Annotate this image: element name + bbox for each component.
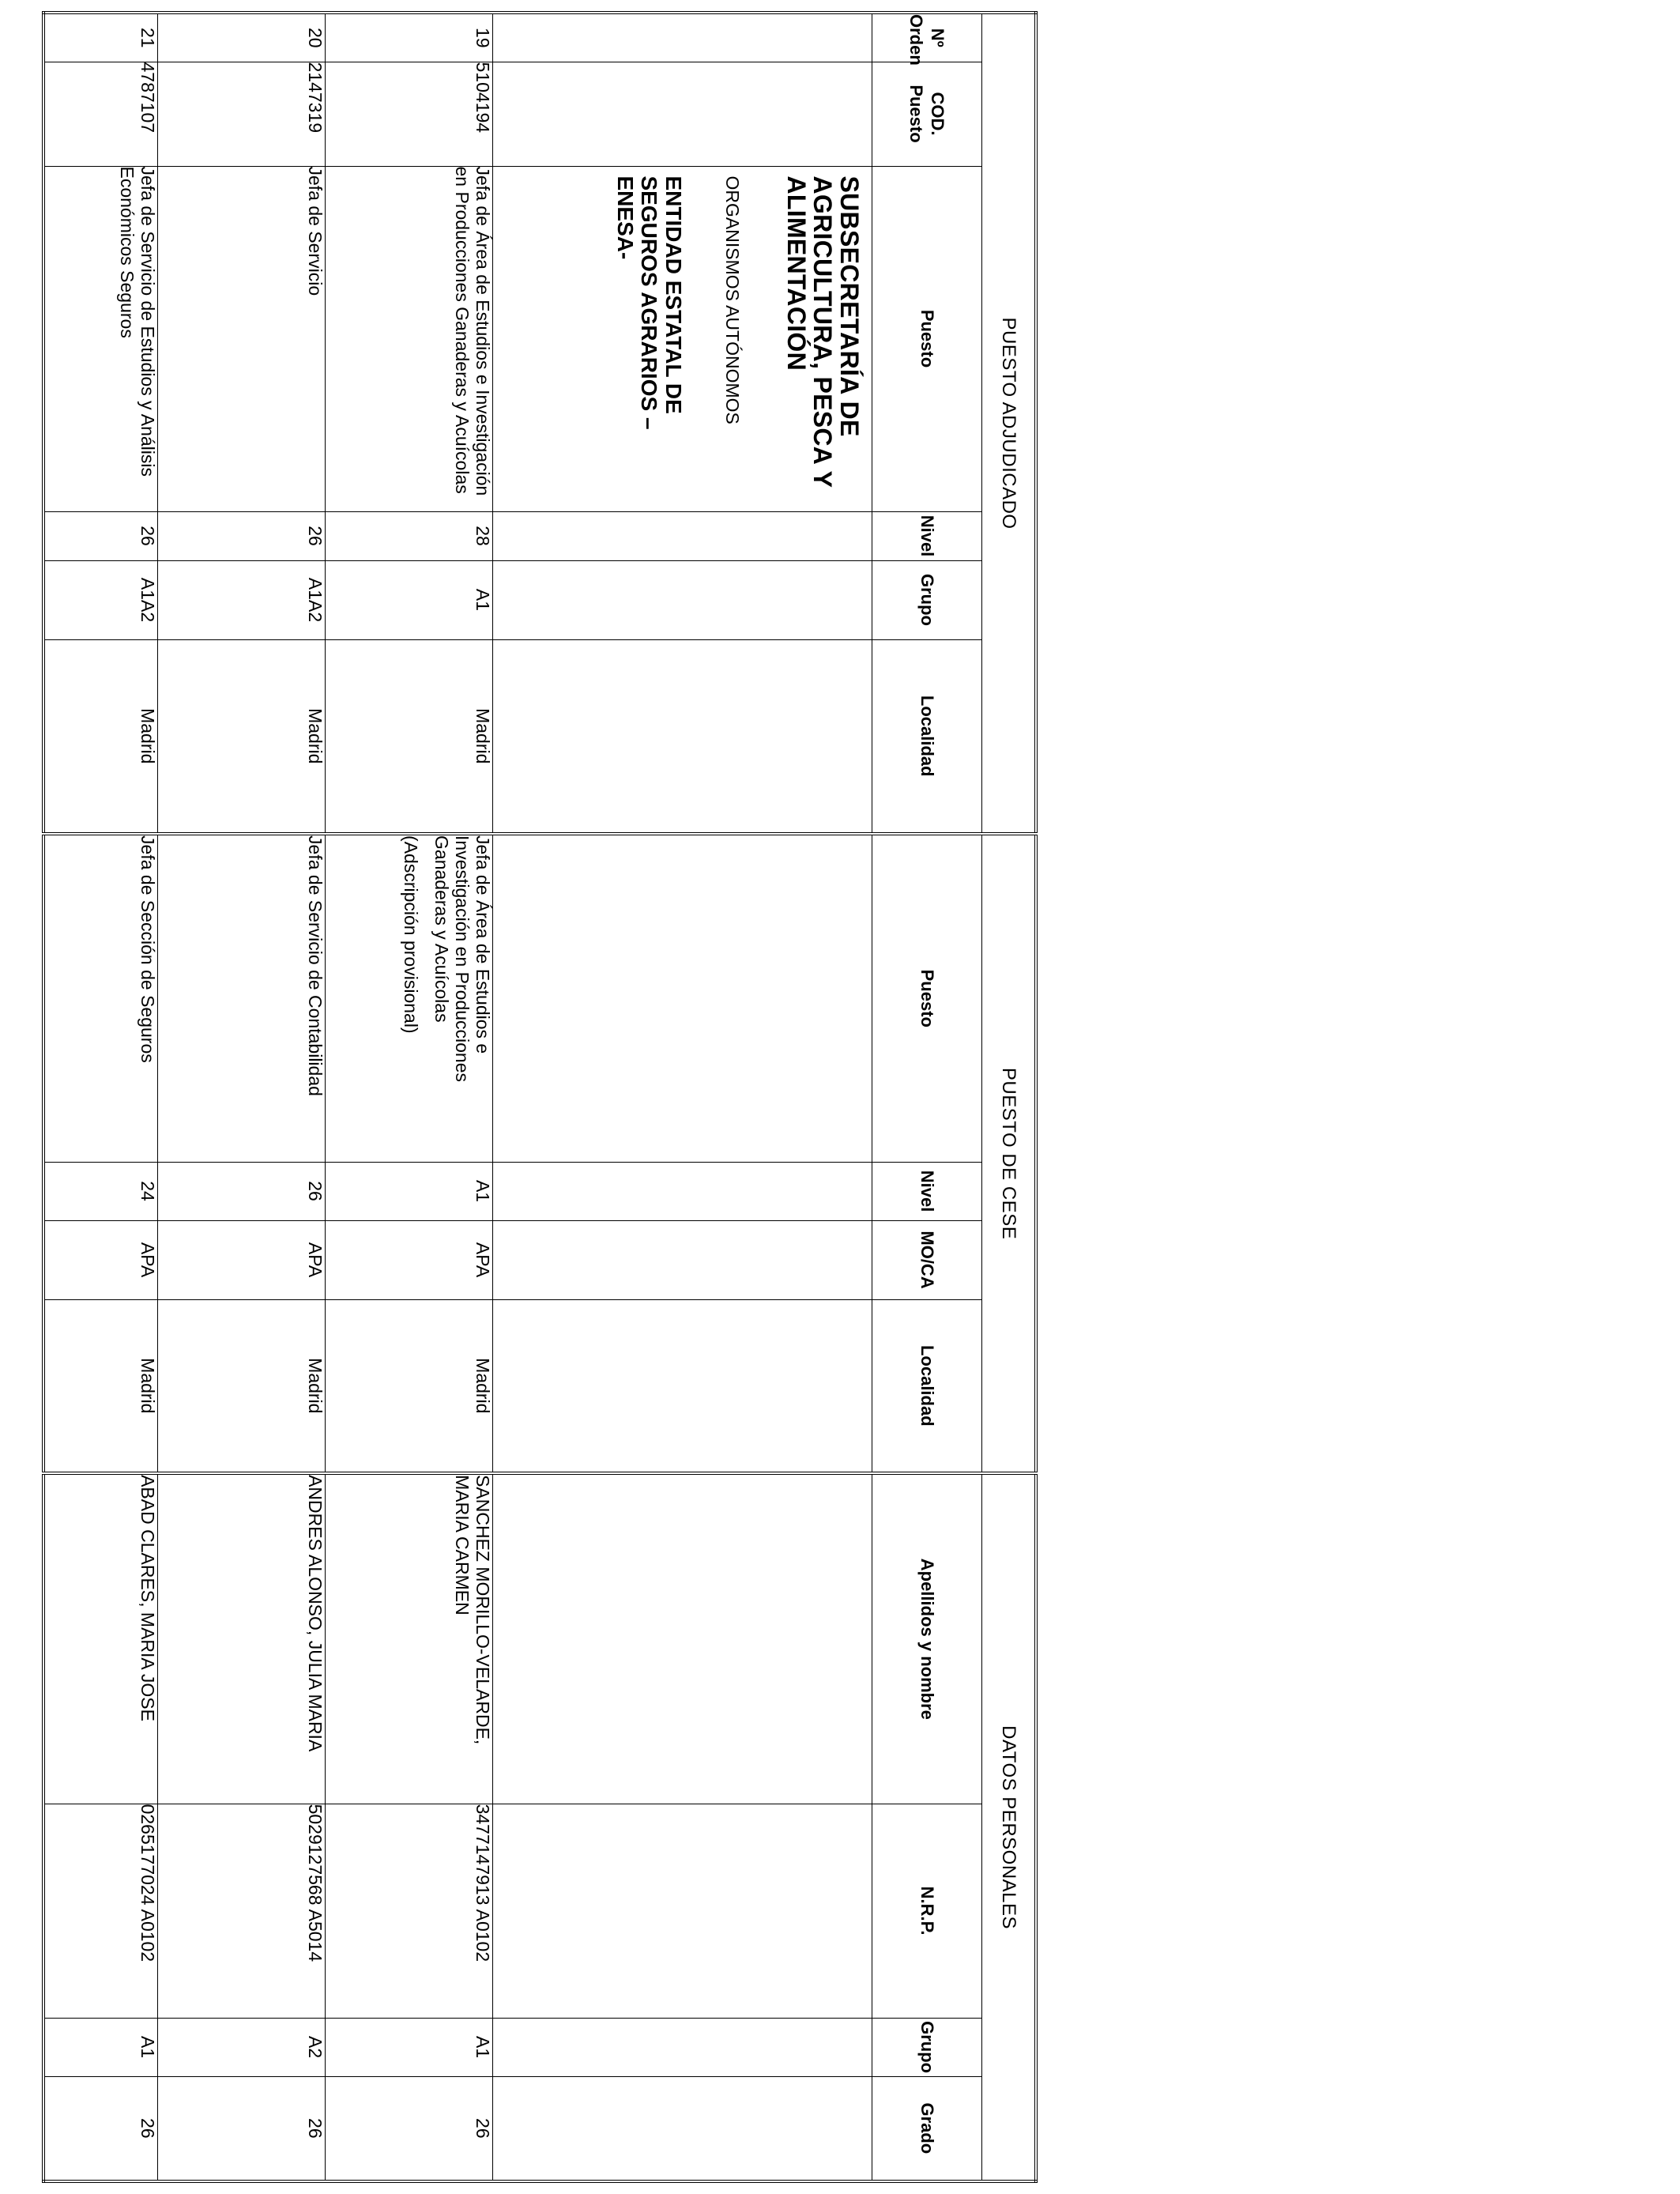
cell-grado: 26 <box>44 2076 158 2181</box>
cell-nrp: 3477147913 A0102 <box>326 1804 493 2018</box>
col-header-nivel: Nivel <box>872 511 982 560</box>
cell-nivel: 28 <box>326 511 493 560</box>
cese-puesto-note: (Adscripción provisional) <box>400 835 421 1034</box>
cell-cese-localidad: Madrid <box>44 1299 158 1473</box>
cell-grupo: A1A2 <box>44 560 158 639</box>
column-header-row <box>872 13 982 2181</box>
cese-puesto-text: Jefa de Sección de Seguros <box>137 835 158 1063</box>
col-header-nrp: N.R.P. <box>872 1804 982 2018</box>
cese-puesto-text: Jefa de Servicio de Contabilidad <box>305 835 326 1096</box>
col-header-cod-puesto: COD. Puesto <box>872 62 982 166</box>
table-row <box>44 13 158 2181</box>
organisms-heading: ORGANISMOS AUTÓNOMOS <box>722 175 744 424</box>
cell-grupo: A1A2 <box>158 560 326 639</box>
cell-cod-puesto: 2147319 <box>158 62 326 166</box>
cell-nivel: 26 <box>44 511 158 560</box>
cell-localidad: Madrid <box>44 639 158 834</box>
col-header-localidad: Localidad <box>872 639 982 834</box>
cell-localidad: Madrid <box>158 639 326 834</box>
cell-grupo: A1 <box>326 560 493 639</box>
cell-cese-nivel: 24 <box>44 1162 158 1220</box>
cell-apellidos: ABAD CLARES, MARIA JOSE <box>44 1473 158 1804</box>
cell-orden: 21 <box>44 13 158 62</box>
section-puesto-adjudicado: PUESTO ADJUDICADO <box>982 13 1037 834</box>
cell-cese-moca: APA <box>326 1220 493 1299</box>
cell-dp-grupo: A1 <box>326 2018 493 2076</box>
col-header-cese-nivel: Nivel <box>872 1162 982 1220</box>
col-header-grado: Grado <box>872 2076 982 2181</box>
col-header-cese-moca: MO/CA <box>872 1220 982 1299</box>
cell-dp-grupo: A2 <box>158 2018 326 2076</box>
cell-puesto: Jefa de Servicio de Estudios y Análisis Económicos Seguros <box>44 166 158 511</box>
assignment-table <box>43 11 1038 2183</box>
cell-apellidos: SANCHEZ MORILLO-VELARDE, MARIA CARMEN <box>326 1473 493 1804</box>
cell-grado: 26 <box>158 2076 326 2181</box>
cell-dp-grupo: A1 <box>44 2018 158 2076</box>
cell-cese-puesto <box>158 834 326 1162</box>
table-row <box>158 13 326 2181</box>
cell-nrp: 5029127568 A5014 <box>158 1804 326 2018</box>
entity-heading: ENTIDAD ESTATAL DE SEGUROS AGRARIOS – ENESA- <box>612 175 687 430</box>
cell-apellidos: ANDRES ALONSO, JULIA MARIA <box>158 1473 326 1804</box>
cell-cod-puesto: 4787107 <box>44 62 158 166</box>
cell-cese-nivel: 26 <box>158 1162 326 1220</box>
cell-cese-localidad: Madrid <box>326 1299 493 1473</box>
cell-localidad: Madrid <box>326 639 493 834</box>
col-header-cese-puesto: Puesto <box>872 834 982 1162</box>
cell-cese-nivel: A1 <box>326 1162 493 1220</box>
section-puesto-cese: PUESTO DE CESE <box>982 834 1037 1473</box>
col-header-puesto: Puesto <box>872 166 982 511</box>
cell-puesto: Jefa de Área de Estudios e Investigación en Producciones Ganaderas y Acuícolas <box>326 166 493 511</box>
col-header-apellidos: Apellidos y nombre <box>872 1473 982 1804</box>
cell-grado: 26 <box>326 2076 493 2181</box>
cell-nivel: 26 <box>158 511 326 560</box>
col-header-dp-grupo: Grupo <box>872 2018 982 2076</box>
col-header-grupo: Grupo <box>872 560 982 639</box>
cell-orden: 20 <box>158 13 326 62</box>
cell-orden: 19 <box>326 13 493 62</box>
cell-nrp: 0265177024 A0102 <box>44 1804 158 2018</box>
cell-cod-puesto: 5104194 <box>326 62 493 166</box>
cese-puesto-text: Jefa de Área de Estudios e Investigación en Producciones Ganaderas y Acuícolas <box>431 835 493 1083</box>
cell-cese-moca: APA <box>158 1220 326 1299</box>
table-row <box>326 13 493 2181</box>
section-header-row <box>982 13 1037 2181</box>
cell-cese-puesto <box>44 834 158 1162</box>
section-datos-personales: DATOS PERSONALES <box>982 1473 1037 2181</box>
department-heading: SUBSECRETARÍA DE AGRICULTURA, PESCA Y ALIMENTACIÓN <box>782 175 864 488</box>
heading-row <box>493 13 872 2181</box>
cell-cese-localidad: Madrid <box>158 1299 326 1473</box>
cell-cese-moca: APA <box>44 1220 158 1299</box>
cell-puesto: Jefa de Servicio <box>158 166 326 511</box>
cell-cese-puesto <box>326 834 493 1162</box>
col-header-orden: Nº Orden <box>872 13 982 62</box>
col-header-cese-localidad: Localidad <box>872 1299 982 1473</box>
